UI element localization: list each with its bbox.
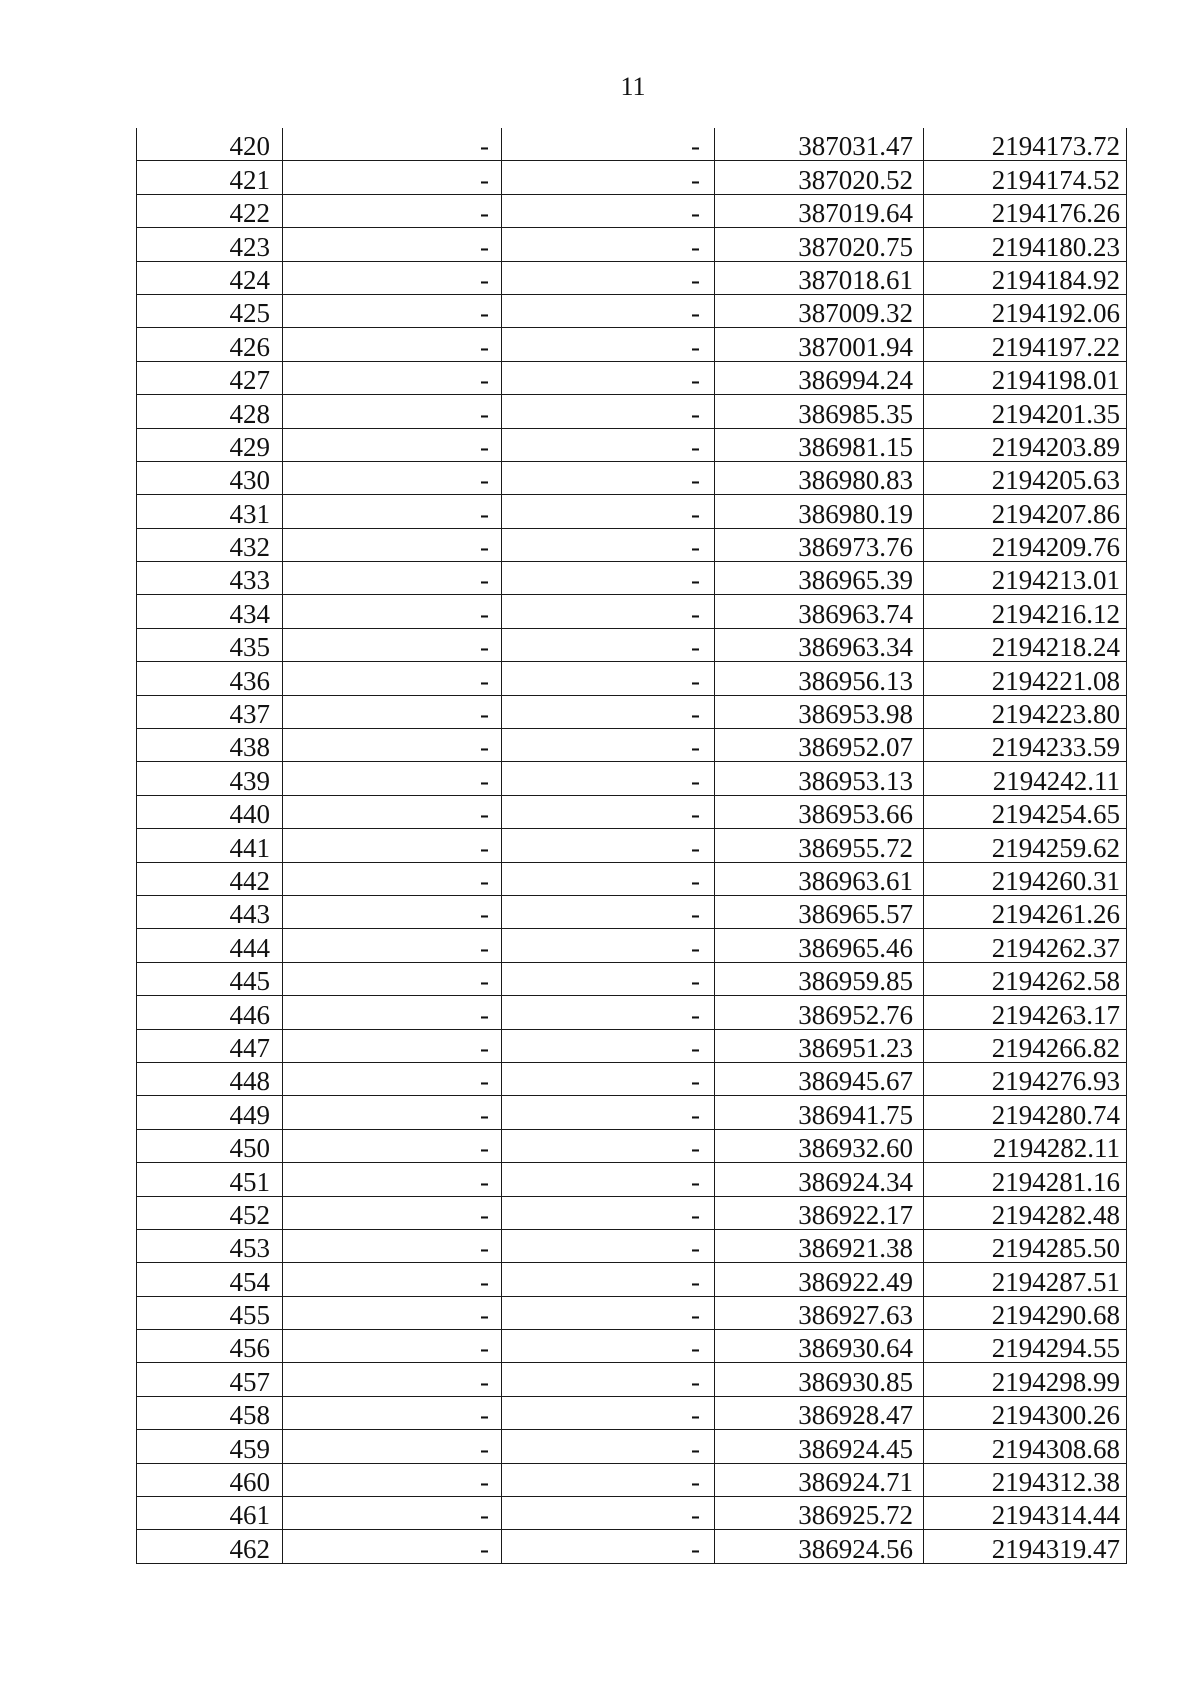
dash-cell: - bbox=[283, 1163, 502, 1196]
dash-cell: - bbox=[283, 328, 502, 361]
x-coordinate-cell: 387031.47 bbox=[715, 128, 924, 161]
point-number-cell: 444 bbox=[137, 929, 283, 962]
point-number-cell: 454 bbox=[137, 1263, 283, 1296]
x-coordinate-cell: 386981.15 bbox=[715, 428, 924, 461]
dash-cell: - bbox=[283, 729, 502, 762]
dash-cell: - bbox=[502, 128, 715, 161]
x-coordinate-cell: 387018.61 bbox=[715, 261, 924, 294]
y-coordinate-cell: 2194192.06 bbox=[924, 294, 1127, 327]
dash-cell: - bbox=[283, 128, 502, 161]
point-number-cell: 432 bbox=[137, 528, 283, 561]
dash-cell: - bbox=[502, 528, 715, 561]
table-row bbox=[137, 562, 1127, 595]
point-number-cell: 459 bbox=[137, 1430, 283, 1463]
dash-cell: - bbox=[283, 1396, 502, 1429]
dash-cell: - bbox=[502, 428, 715, 461]
point-number-cell: 450 bbox=[137, 1129, 283, 1162]
table-row bbox=[137, 461, 1127, 494]
dash-cell: - bbox=[283, 1062, 502, 1095]
table-row bbox=[137, 829, 1127, 862]
x-coordinate-cell: 386980.83 bbox=[715, 461, 924, 494]
dash-cell: - bbox=[502, 795, 715, 828]
dash-cell: - bbox=[283, 929, 502, 962]
table-row bbox=[137, 1296, 1127, 1329]
x-coordinate-cell: 386924.56 bbox=[715, 1530, 924, 1563]
y-coordinate-cell: 2194173.72 bbox=[924, 128, 1127, 161]
table-row bbox=[137, 1029, 1127, 1062]
table-row bbox=[137, 1396, 1127, 1429]
x-coordinate-cell: 386924.45 bbox=[715, 1430, 924, 1463]
table-row bbox=[137, 1497, 1127, 1530]
y-coordinate-cell: 2194259.62 bbox=[924, 829, 1127, 862]
table-row bbox=[137, 1330, 1127, 1363]
table-row bbox=[137, 161, 1127, 194]
point-number-cell: 441 bbox=[137, 829, 283, 862]
dash-cell: - bbox=[283, 862, 502, 895]
dash-cell: - bbox=[283, 962, 502, 995]
point-number-cell: 462 bbox=[137, 1530, 283, 1563]
point-number-cell: 435 bbox=[137, 628, 283, 661]
table-row bbox=[137, 1096, 1127, 1129]
dash-cell: - bbox=[502, 862, 715, 895]
y-coordinate-cell: 2194198.01 bbox=[924, 361, 1127, 394]
x-coordinate-cell: 386928.47 bbox=[715, 1396, 924, 1429]
y-coordinate-cell: 2194314.44 bbox=[924, 1497, 1127, 1530]
y-coordinate-cell: 2194260.31 bbox=[924, 862, 1127, 895]
table-row bbox=[137, 729, 1127, 762]
x-coordinate-cell: 386952.07 bbox=[715, 729, 924, 762]
table-row bbox=[137, 895, 1127, 928]
dash-cell: - bbox=[502, 1229, 715, 1262]
x-coordinate-cell: 386953.13 bbox=[715, 762, 924, 795]
point-number-cell: 423 bbox=[137, 228, 283, 261]
point-number-cell: 447 bbox=[137, 1029, 283, 1062]
x-coordinate-cell: 386973.76 bbox=[715, 528, 924, 561]
y-coordinate-cell: 2194280.74 bbox=[924, 1096, 1127, 1129]
dash-cell: - bbox=[283, 495, 502, 528]
coordinates-table bbox=[136, 128, 1127, 1564]
dash-cell: - bbox=[502, 1330, 715, 1363]
point-number-cell: 445 bbox=[137, 962, 283, 995]
y-coordinate-cell: 2194319.47 bbox=[924, 1530, 1127, 1563]
dash-cell: - bbox=[502, 1096, 715, 1129]
point-number-cell: 438 bbox=[137, 729, 283, 762]
table-row bbox=[137, 1430, 1127, 1463]
x-coordinate-cell: 386959.85 bbox=[715, 962, 924, 995]
dash-cell: - bbox=[283, 428, 502, 461]
table-row bbox=[137, 361, 1127, 394]
point-number-cell: 428 bbox=[137, 395, 283, 428]
y-coordinate-cell: 2194184.92 bbox=[924, 261, 1127, 294]
x-coordinate-cell: 386930.64 bbox=[715, 1330, 924, 1363]
dash-cell: - bbox=[502, 1463, 715, 1496]
y-coordinate-cell: 2194263.17 bbox=[924, 996, 1127, 1029]
y-coordinate-cell: 2194207.86 bbox=[924, 495, 1127, 528]
dash-cell: - bbox=[502, 1296, 715, 1329]
x-coordinate-cell: 386952.76 bbox=[715, 996, 924, 1029]
table-row bbox=[137, 1196, 1127, 1229]
point-number-cell: 443 bbox=[137, 895, 283, 928]
dash-cell: - bbox=[502, 161, 715, 194]
y-coordinate-cell: 2194203.89 bbox=[924, 428, 1127, 461]
dash-cell: - bbox=[502, 1163, 715, 1196]
dash-cell: - bbox=[283, 695, 502, 728]
y-coordinate-cell: 2194176.26 bbox=[924, 194, 1127, 227]
dash-cell: - bbox=[283, 895, 502, 928]
y-coordinate-cell: 2194281.16 bbox=[924, 1163, 1127, 1196]
dash-cell: - bbox=[502, 662, 715, 695]
dash-cell: - bbox=[283, 194, 502, 227]
x-coordinate-cell: 386930.85 bbox=[715, 1363, 924, 1396]
x-coordinate-cell: 387009.32 bbox=[715, 294, 924, 327]
dash-cell: - bbox=[283, 1463, 502, 1496]
y-coordinate-cell: 2194282.48 bbox=[924, 1196, 1127, 1229]
point-number-cell: 425 bbox=[137, 294, 283, 327]
y-coordinate-cell: 2194276.93 bbox=[924, 1062, 1127, 1095]
dash-cell: - bbox=[283, 562, 502, 595]
dash-cell: - bbox=[283, 528, 502, 561]
x-coordinate-cell: 386922.17 bbox=[715, 1196, 924, 1229]
y-coordinate-cell: 2194233.59 bbox=[924, 729, 1127, 762]
dash-cell: - bbox=[502, 361, 715, 394]
table-row bbox=[137, 1463, 1127, 1496]
point-number-cell: 460 bbox=[137, 1463, 283, 1496]
dash-cell: - bbox=[283, 996, 502, 1029]
table-row bbox=[137, 962, 1127, 995]
y-coordinate-cell: 2194216.12 bbox=[924, 595, 1127, 628]
dash-cell: - bbox=[502, 461, 715, 494]
table-row bbox=[137, 128, 1127, 161]
x-coordinate-cell: 386963.74 bbox=[715, 595, 924, 628]
table-row bbox=[137, 1163, 1127, 1196]
point-number-cell: 448 bbox=[137, 1062, 283, 1095]
dash-cell: - bbox=[502, 1430, 715, 1463]
dash-cell: - bbox=[283, 829, 502, 862]
x-coordinate-cell: 386921.38 bbox=[715, 1229, 924, 1262]
dash-cell: - bbox=[283, 1229, 502, 1262]
dash-cell: - bbox=[283, 1497, 502, 1530]
dash-cell: - bbox=[283, 1029, 502, 1062]
x-coordinate-cell: 386941.75 bbox=[715, 1096, 924, 1129]
x-coordinate-cell: 386965.46 bbox=[715, 929, 924, 962]
x-coordinate-cell: 387001.94 bbox=[715, 328, 924, 361]
dash-cell: - bbox=[502, 762, 715, 795]
dash-cell: - bbox=[283, 294, 502, 327]
dash-cell: - bbox=[283, 1096, 502, 1129]
x-coordinate-cell: 386951.23 bbox=[715, 1029, 924, 1062]
point-number-cell: 422 bbox=[137, 194, 283, 227]
dash-cell: - bbox=[283, 595, 502, 628]
y-coordinate-cell: 2194287.51 bbox=[924, 1263, 1127, 1296]
dash-cell: - bbox=[502, 695, 715, 728]
x-coordinate-cell: 386922.49 bbox=[715, 1263, 924, 1296]
table-row bbox=[137, 695, 1127, 728]
x-coordinate-cell: 387020.75 bbox=[715, 228, 924, 261]
dash-cell: - bbox=[283, 361, 502, 394]
dash-cell: - bbox=[502, 495, 715, 528]
dash-cell: - bbox=[283, 461, 502, 494]
table-row bbox=[137, 762, 1127, 795]
x-coordinate-cell: 386980.19 bbox=[715, 495, 924, 528]
y-coordinate-cell: 2194221.08 bbox=[924, 662, 1127, 695]
dash-cell: - bbox=[502, 1497, 715, 1530]
y-coordinate-cell: 2194262.37 bbox=[924, 929, 1127, 962]
dash-cell: - bbox=[502, 228, 715, 261]
dash-cell: - bbox=[283, 1530, 502, 1563]
dash-cell: - bbox=[502, 294, 715, 327]
y-coordinate-cell: 2194242.11 bbox=[924, 762, 1127, 795]
y-coordinate-cell: 2194290.68 bbox=[924, 1296, 1127, 1329]
y-coordinate-cell: 2194312.38 bbox=[924, 1463, 1127, 1496]
dash-cell: - bbox=[283, 1129, 502, 1162]
point-number-cell: 449 bbox=[137, 1096, 283, 1129]
dash-cell: - bbox=[283, 795, 502, 828]
x-coordinate-cell: 386945.67 bbox=[715, 1062, 924, 1095]
coordinates-table-body bbox=[137, 128, 1127, 1563]
point-number-cell: 451 bbox=[137, 1163, 283, 1196]
dash-cell: - bbox=[502, 1029, 715, 1062]
point-number-cell: 424 bbox=[137, 261, 283, 294]
dash-cell: - bbox=[502, 595, 715, 628]
table-row bbox=[137, 1363, 1127, 1396]
dash-cell: - bbox=[283, 1430, 502, 1463]
table-row bbox=[137, 662, 1127, 695]
dash-cell: - bbox=[502, 1363, 715, 1396]
dash-cell: - bbox=[283, 261, 502, 294]
table-row bbox=[137, 228, 1127, 261]
dash-cell: - bbox=[502, 328, 715, 361]
dash-cell: - bbox=[283, 1296, 502, 1329]
table-row bbox=[137, 395, 1127, 428]
dash-cell: - bbox=[283, 1263, 502, 1296]
x-coordinate-cell: 386925.72 bbox=[715, 1497, 924, 1530]
y-coordinate-cell: 2194254.65 bbox=[924, 795, 1127, 828]
y-coordinate-cell: 2194282.11 bbox=[924, 1129, 1127, 1162]
table-row bbox=[137, 294, 1127, 327]
x-coordinate-cell: 386924.71 bbox=[715, 1463, 924, 1496]
dash-cell: - bbox=[502, 1263, 715, 1296]
point-number-cell: 436 bbox=[137, 662, 283, 695]
y-coordinate-cell: 2194262.58 bbox=[924, 962, 1127, 995]
x-coordinate-cell: 386932.60 bbox=[715, 1129, 924, 1162]
dash-cell: - bbox=[283, 395, 502, 428]
point-number-cell: 456 bbox=[137, 1330, 283, 1363]
point-number-cell: 453 bbox=[137, 1229, 283, 1262]
point-number-cell: 420 bbox=[137, 128, 283, 161]
y-coordinate-cell: 2194308.68 bbox=[924, 1430, 1127, 1463]
table-row bbox=[137, 795, 1127, 828]
point-number-cell: 430 bbox=[137, 461, 283, 494]
x-coordinate-cell: 386994.24 bbox=[715, 361, 924, 394]
dash-cell: - bbox=[283, 228, 502, 261]
table-row bbox=[137, 628, 1127, 661]
x-coordinate-cell: 387020.52 bbox=[715, 161, 924, 194]
y-coordinate-cell: 2194209.76 bbox=[924, 528, 1127, 561]
dash-cell: - bbox=[283, 1363, 502, 1396]
x-coordinate-cell: 386927.63 bbox=[715, 1296, 924, 1329]
point-number-cell: 452 bbox=[137, 1196, 283, 1229]
dash-cell: - bbox=[502, 395, 715, 428]
y-coordinate-cell: 2194300.26 bbox=[924, 1396, 1127, 1429]
point-number-cell: 427 bbox=[137, 361, 283, 394]
y-coordinate-cell: 2194294.55 bbox=[924, 1330, 1127, 1363]
y-coordinate-cell: 2194213.01 bbox=[924, 562, 1127, 595]
dash-cell: - bbox=[283, 762, 502, 795]
x-coordinate-cell: 386953.98 bbox=[715, 695, 924, 728]
x-coordinate-cell: 387019.64 bbox=[715, 194, 924, 227]
point-number-cell: 442 bbox=[137, 862, 283, 895]
dash-cell: - bbox=[283, 662, 502, 695]
dash-cell: - bbox=[502, 729, 715, 762]
dash-cell: - bbox=[502, 929, 715, 962]
table-row bbox=[137, 595, 1127, 628]
table-row bbox=[137, 862, 1127, 895]
y-coordinate-cell: 2194197.22 bbox=[924, 328, 1127, 361]
table-row bbox=[137, 328, 1127, 361]
dash-cell: - bbox=[502, 1396, 715, 1429]
table-row bbox=[137, 1062, 1127, 1095]
point-number-cell: 461 bbox=[137, 1497, 283, 1530]
x-coordinate-cell: 386965.39 bbox=[715, 562, 924, 595]
dash-cell: - bbox=[502, 1530, 715, 1563]
dash-cell: - bbox=[283, 1196, 502, 1229]
x-coordinate-cell: 386963.34 bbox=[715, 628, 924, 661]
x-coordinate-cell: 386924.34 bbox=[715, 1163, 924, 1196]
table-row bbox=[137, 428, 1127, 461]
dash-cell: - bbox=[502, 1129, 715, 1162]
table-row bbox=[137, 261, 1127, 294]
dash-cell: - bbox=[502, 628, 715, 661]
dash-cell: - bbox=[502, 1062, 715, 1095]
dash-cell: - bbox=[502, 562, 715, 595]
point-number-cell: 429 bbox=[137, 428, 283, 461]
dash-cell: - bbox=[502, 194, 715, 227]
point-number-cell: 455 bbox=[137, 1296, 283, 1329]
y-coordinate-cell: 2194201.35 bbox=[924, 395, 1127, 428]
y-coordinate-cell: 2194205.63 bbox=[924, 461, 1127, 494]
y-coordinate-cell: 2194180.23 bbox=[924, 228, 1127, 261]
point-number-cell: 421 bbox=[137, 161, 283, 194]
x-coordinate-cell: 386965.57 bbox=[715, 895, 924, 928]
y-coordinate-cell: 2194266.82 bbox=[924, 1029, 1127, 1062]
y-coordinate-cell: 2194174.52 bbox=[924, 161, 1127, 194]
dash-cell: - bbox=[502, 895, 715, 928]
table-row bbox=[137, 996, 1127, 1029]
point-number-cell: 433 bbox=[137, 562, 283, 595]
x-coordinate-cell: 386955.72 bbox=[715, 829, 924, 862]
x-coordinate-cell: 386985.35 bbox=[715, 395, 924, 428]
point-number-cell: 440 bbox=[137, 795, 283, 828]
point-number-cell: 446 bbox=[137, 996, 283, 1029]
x-coordinate-cell: 386956.13 bbox=[715, 662, 924, 695]
dash-cell: - bbox=[502, 996, 715, 1029]
y-coordinate-cell: 2194261.26 bbox=[924, 895, 1127, 928]
dash-cell: - bbox=[283, 161, 502, 194]
point-number-cell: 426 bbox=[137, 328, 283, 361]
x-coordinate-cell: 386953.66 bbox=[715, 795, 924, 828]
dash-cell: - bbox=[502, 1196, 715, 1229]
dash-cell: - bbox=[502, 829, 715, 862]
table-row bbox=[137, 1530, 1127, 1563]
table-row bbox=[137, 1129, 1127, 1162]
point-number-cell: 458 bbox=[137, 1396, 283, 1429]
dash-cell: - bbox=[283, 628, 502, 661]
dash-cell: - bbox=[502, 962, 715, 995]
y-coordinate-cell: 2194223.80 bbox=[924, 695, 1127, 728]
point-number-cell: 431 bbox=[137, 495, 283, 528]
point-number-cell: 457 bbox=[137, 1363, 283, 1396]
x-coordinate-cell: 386963.61 bbox=[715, 862, 924, 895]
table-row bbox=[137, 495, 1127, 528]
dash-cell: - bbox=[502, 261, 715, 294]
table-row bbox=[137, 929, 1127, 962]
dash-cell: - bbox=[283, 1330, 502, 1363]
page-number: 11 bbox=[620, 72, 646, 101]
y-coordinate-cell: 2194285.50 bbox=[924, 1229, 1127, 1262]
point-number-cell: 439 bbox=[137, 762, 283, 795]
y-coordinate-cell: 2194298.99 bbox=[924, 1363, 1127, 1396]
point-number-cell: 437 bbox=[137, 695, 283, 728]
table-row bbox=[137, 1263, 1127, 1296]
point-number-cell: 434 bbox=[137, 595, 283, 628]
table-row bbox=[137, 194, 1127, 227]
table-row bbox=[137, 528, 1127, 561]
table-row bbox=[137, 1229, 1127, 1262]
y-coordinate-cell: 2194218.24 bbox=[924, 628, 1127, 661]
